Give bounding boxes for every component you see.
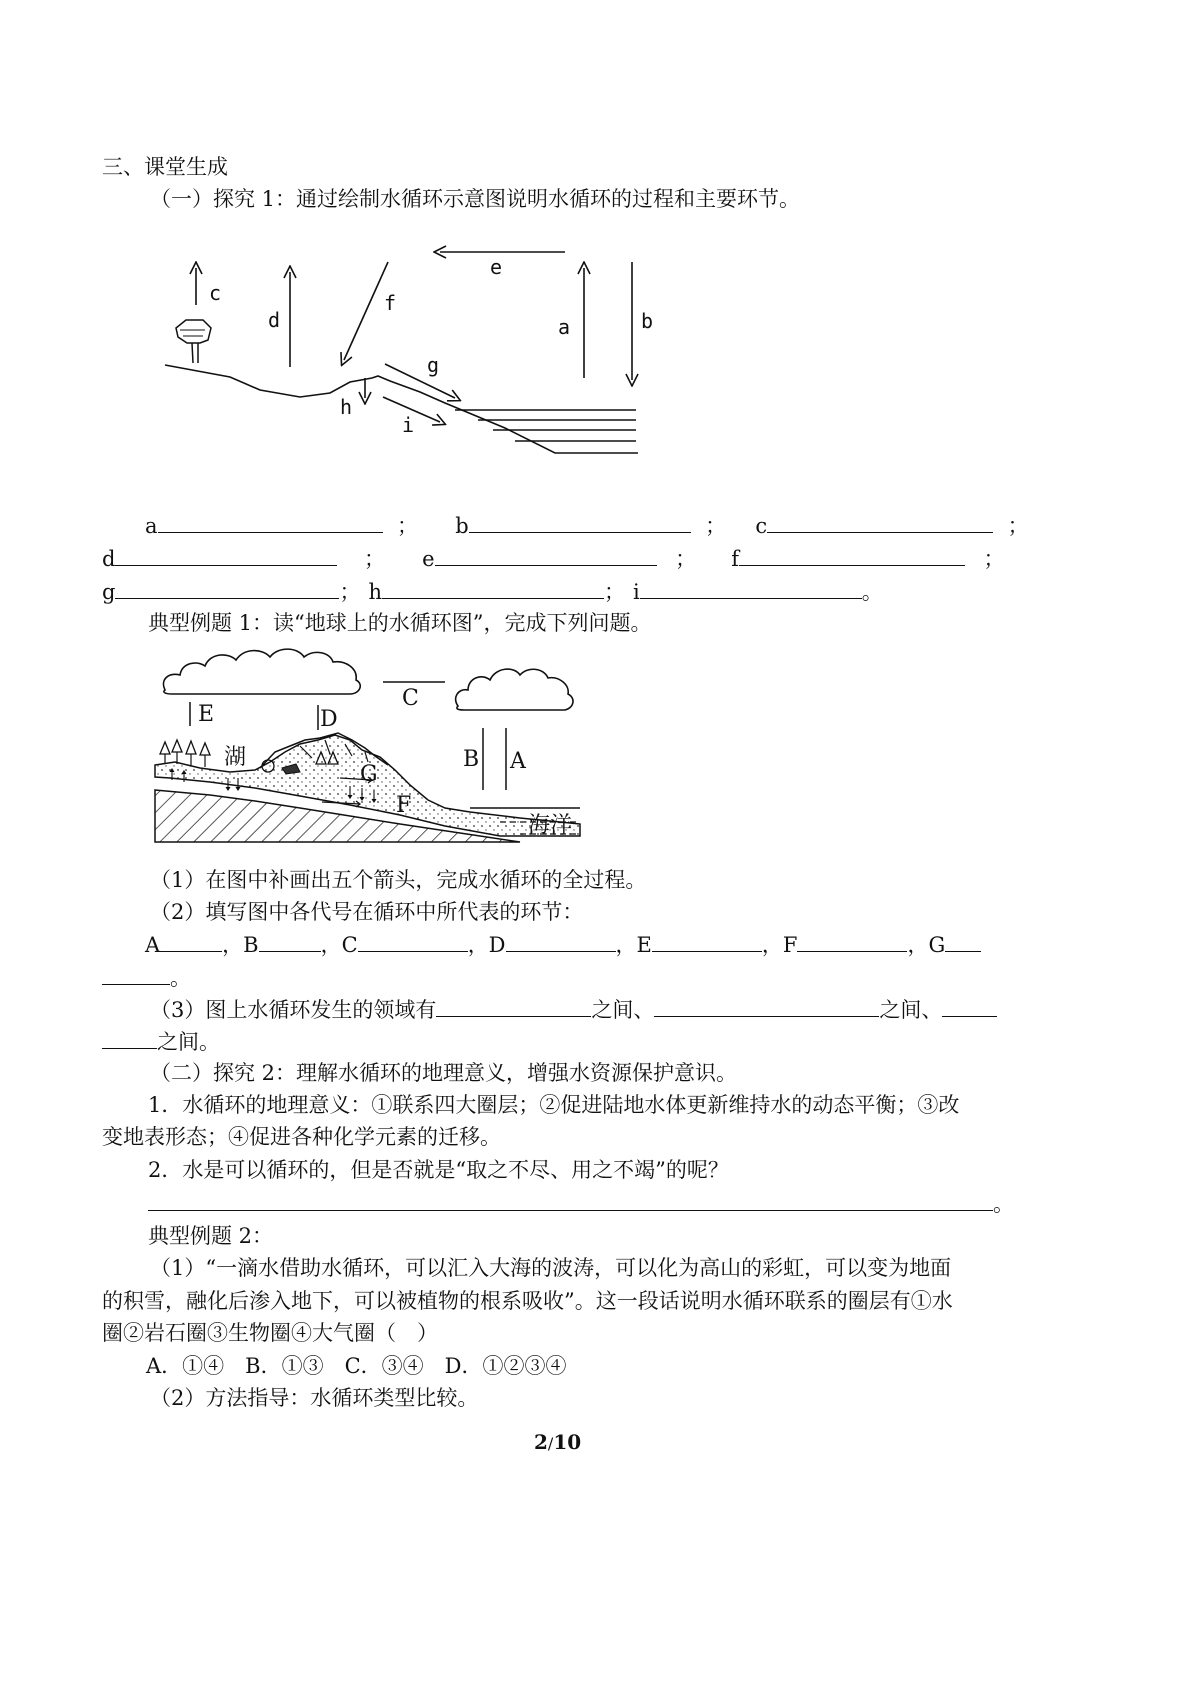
q2-answer-row-cont: 。	[102, 962, 191, 993]
blank-D[interactable]	[506, 929, 616, 952]
ex2-options: A．①④ B．①③ C．③④ D．①②③④	[146, 1354, 567, 1378]
label-b: b	[641, 309, 654, 333]
label-D: D	[320, 707, 338, 732]
label-e: e	[490, 255, 503, 279]
blank-F[interactable]	[797, 929, 907, 952]
explore2-heading: （二）探究 2：理解水循环的地理意义，增强水资源保护意识。	[150, 1061, 738, 1085]
ex2-q1-line3: 圈②岩石圈③生物圈④大气圈（ ）	[102, 1321, 438, 1345]
fill-row-1: a ； b ； c ；	[145, 510, 1033, 541]
label-lake: 湖	[224, 745, 247, 770]
label-i: i	[402, 413, 415, 437]
blank-G[interactable]	[945, 929, 981, 952]
ex2-q2: （2）方法指导：水循环类型比较。	[150, 1386, 479, 1410]
label-f: f	[384, 291, 397, 315]
section-title: 三、课堂生成	[102, 155, 228, 179]
label-F: F	[396, 793, 412, 818]
blank-G-cont[interactable]	[102, 962, 170, 985]
point1-line2: 变地表形态；④促进各种化学元素的迁移。	[102, 1125, 501, 1149]
page-number: 2/10	[534, 1430, 582, 1454]
ex2-q1-line1: （1）“一滴水借助水循环，可以汇入大海的波涛，可以化为高山的彩虹，可以变为地面	[150, 1256, 952, 1280]
blank-B[interactable]	[259, 929, 321, 952]
label-C: C	[402, 686, 419, 711]
blank-domain-3-cont[interactable]	[102, 1026, 157, 1049]
label-c: c	[209, 281, 222, 305]
blank-C[interactable]	[358, 929, 468, 952]
q2-answer-row: A ，B ，C ，D ，E ，F ，G	[145, 929, 981, 960]
label-g: g	[427, 353, 440, 377]
blank-point2[interactable]	[148, 1188, 993, 1211]
point2: 2．水是可以循环的，但是否就是“取之不尽、用之不竭”的呢？	[148, 1158, 729, 1182]
blank-E[interactable]	[652, 929, 762, 952]
explore1-heading: （一）探究 1：通过绘制水循环示意图说明水循环的过程和主要环节。	[150, 187, 801, 211]
label-G: G	[360, 762, 378, 787]
cloud-left	[163, 649, 360, 694]
example2-heading: 典型例题 2：	[148, 1224, 274, 1248]
point1-line1: 1．水循环的地理意义：①联系四大圈层；②促进陆地水体更新维持水的动态平衡；③改	[148, 1093, 960, 1117]
cloud-right	[456, 669, 573, 710]
q3-row-cont: 之间。	[102, 1026, 220, 1057]
blank-A[interactable]	[160, 929, 222, 952]
blank-domain-2[interactable]	[654, 994, 879, 1017]
label-E: E	[198, 702, 215, 727]
example1-heading: 典型例题 1：读“地球上的水循环图”，完成下列问题。	[148, 611, 652, 635]
fill-row-3: g ； h ； i 。	[102, 576, 883, 607]
q1: （1）在图中补画出五个箭头，完成水循环的全过程。	[150, 868, 647, 892]
label-d: d	[268, 308, 281, 332]
label-B: B	[463, 747, 480, 772]
label-ocean: 海洋	[528, 813, 573, 838]
label-A: A	[510, 749, 526, 774]
label-a: a	[558, 315, 571, 339]
ex2-q1-line2: 的积雪，融化后渗入地下，可以被植物的根系吸收”。这一段话说明水循环联系的圈层有①水	[102, 1289, 953, 1313]
blank-domain-3[interactable]	[942, 994, 997, 1017]
fill-row-2: d ； e ； f ；	[102, 543, 1009, 574]
q2: （2）填写图中各代号在循环中所代表的环节：	[150, 900, 584, 924]
q3-row: （3）图上水循环发生的领域有 之间、 之间、	[150, 994, 997, 1025]
label-h: h	[340, 395, 353, 419]
blank-domain-1[interactable]	[436, 994, 591, 1017]
point2-answer-row: 。	[148, 1188, 1014, 1219]
